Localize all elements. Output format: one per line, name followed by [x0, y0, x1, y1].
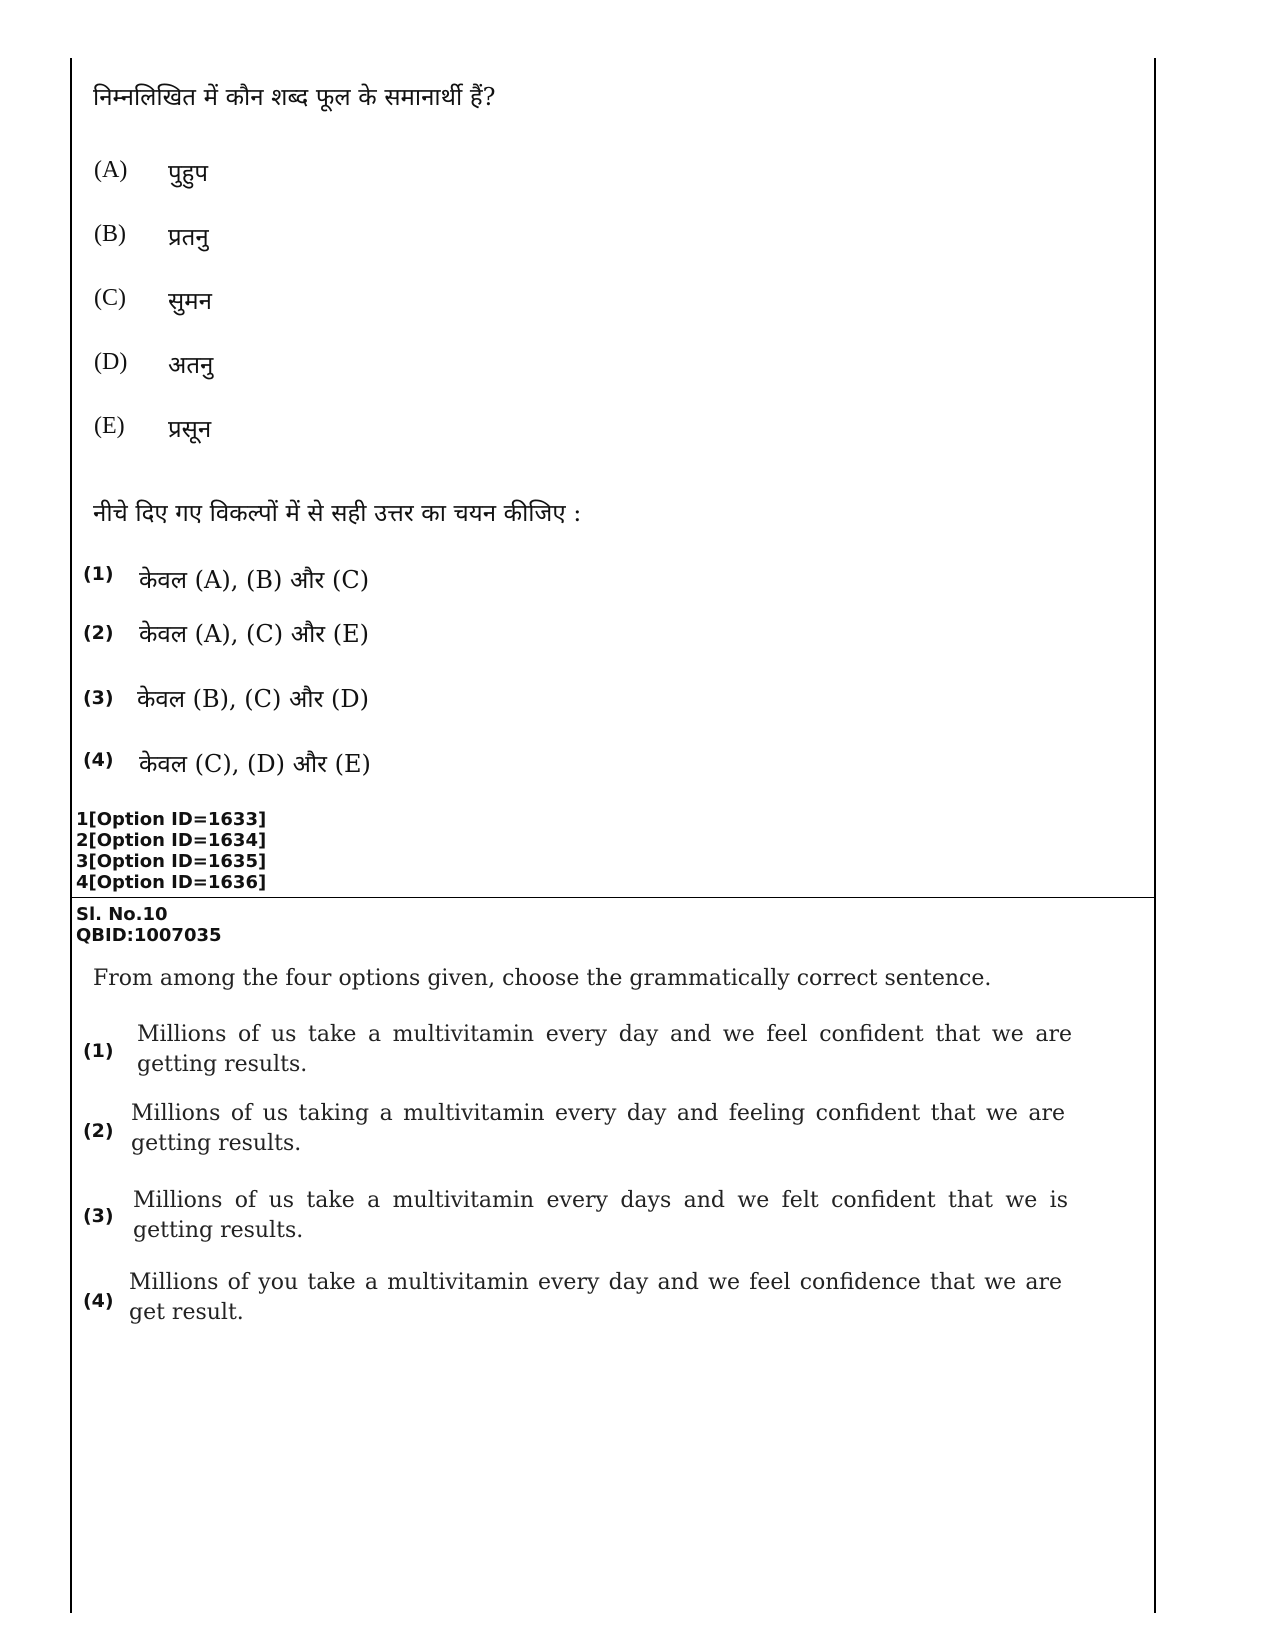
statement-label: (A): [94, 157, 128, 183]
option-number: (3): [83, 687, 114, 709]
q9-question: निम्नलिखित में कौन शब्द फूल के समानार्थी हैं?: [93, 83, 496, 111]
q9-instruction: नीचे दिए गए विकल्पों में से सही उत्तर का चयन कीजिए :: [93, 499, 582, 527]
left-border: [70, 58, 72, 1613]
option-number: (1): [83, 1040, 114, 1062]
statement-label: (E): [94, 413, 125, 439]
option-id: 1[Option ID=1633]: [76, 809, 267, 830]
statement-label: (C): [94, 285, 126, 311]
option-id: 3[Option ID=1635]: [76, 851, 267, 872]
statement-text: पुहुप: [168, 159, 209, 187]
option-text: Millions of us taking a multivitamin every day and feeling confident that we are getting results.: [131, 1101, 1065, 1156]
option-text: Millions of us take a multivitamin every day and we feel confident that we are getting results.: [137, 1022, 1072, 1077]
qbid: QBID:1007035: [76, 925, 222, 946]
option-text: केवल (C), (D) और (E): [139, 750, 371, 778]
statement-label: (D): [94, 349, 128, 375]
right-border: [1154, 58, 1156, 1613]
q10-question: From among the four options given, choose the grammatically correct sentence.: [93, 966, 992, 991]
question-divider: [70, 897, 1156, 898]
option-number: (3): [83, 1205, 114, 1227]
option-text: Millions of us take a multivitamin every days and we felt confident that we is getting results.: [133, 1188, 1068, 1243]
statement-text: सुमन: [168, 287, 212, 315]
option-number: (2): [83, 1120, 114, 1142]
sl-no: Sl. No.10: [76, 904, 168, 925]
q10-meta: [76, 904, 222, 946]
option-text: केवल (A), (C) और (E): [139, 620, 369, 648]
option-number: (4): [83, 749, 114, 771]
option-number: (4): [83, 1290, 114, 1312]
option-text: Millions of you take a multivitamin every day and we feel confidence that we are get result.: [129, 1270, 1062, 1325]
q9-option-ids: [76, 809, 266, 893]
option-text: केवल (B), (C) और (D): [137, 685, 369, 713]
statement-label: (B): [94, 221, 126, 247]
option-number: (2): [83, 622, 114, 644]
statement-text: अतनु: [168, 351, 214, 379]
statement-text: प्रसून: [168, 415, 212, 443]
option-id: 4[Option ID=1636]: [76, 872, 267, 893]
statement-text: प्रतनु: [168, 223, 209, 251]
option-number: (1): [83, 563, 114, 585]
option-id: 2[Option ID=1634]: [76, 830, 267, 851]
option-text: केवल (A), (B) और (C): [139, 566, 370, 594]
